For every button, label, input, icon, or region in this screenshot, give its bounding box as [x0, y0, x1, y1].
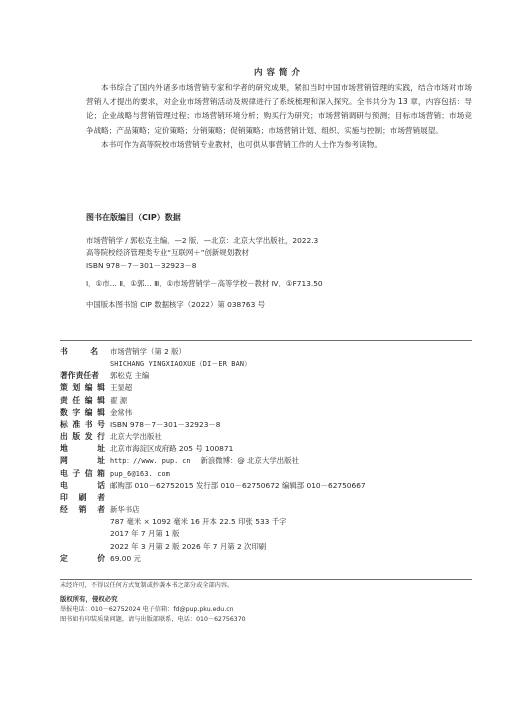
row-phone [60, 480, 480, 492]
divider-bottom [60, 579, 472, 580]
book-title: 市场营销学（第 2 版） [110, 347, 186, 356]
row-printer [60, 492, 480, 504]
isbn: ISBN 978－7－301－32923－8 [110, 419, 221, 429]
label-printer: 印 刷 者 [60, 492, 105, 502]
responsible-editor: 翟 源 [110, 395, 128, 405]
copyright-table [60, 346, 480, 565]
phone: 邮购部 010－62752015 发行部 010－62750672 编辑部 010－62750667 [110, 480, 366, 490]
cip-series-line: 高等院校经济管理类专业“互联网＋”创新规划教材 [86, 248, 249, 258]
label-responsible-editor: 责 任 编 辑 [60, 395, 105, 405]
cip-bibliographic-line: 市场营销学 / 郭松克主编．—2 版．—北京：北京大学出版社，2022.3 [86, 236, 319, 245]
row-publisher [60, 431, 480, 443]
label-phone: 电 话 [60, 480, 105, 490]
first-edition: 2017 年 7 月第 1 版 [110, 529, 180, 539]
label-distributor: 经 销 者 [60, 505, 105, 515]
summary-paragraph: 本书可作为高等院校市场营销专业教材，也可供从事营销工作的人士作为参考读物。 [101, 139, 382, 149]
website-line [108, 455, 299, 467]
price: 69.00 元 [110, 553, 141, 563]
row-edition1 [60, 528, 480, 540]
rights-reserved: 版权所有，侵权必究 [60, 595, 118, 604]
book-title-pinyin: SHICHANG YINGXIAOXUE（DI－ER BAN） [110, 360, 252, 369]
label-isbn: 标 准 书 号 [60, 419, 105, 429]
summary-title: 内容简介 [253, 68, 304, 78]
content-summary [86, 66, 472, 152]
publisher: 北京大学出版社 [110, 432, 162, 442]
distributor: 新华书店 [110, 505, 140, 515]
printer [108, 492, 110, 504]
website-link[interactable]: http：//www. pup. cn [110, 457, 191, 466]
row-book-title [60, 346, 480, 358]
row-address [60, 443, 480, 455]
label-digital-editor: 数 字 编 辑 [60, 407, 105, 417]
label-planning-editor: 策 划 编 辑 [60, 383, 105, 393]
label-publisher: 出 版 发 行 [60, 432, 105, 442]
quality-contact: 图书如有印装质量问题，请与出版部联系，电话：010－62756370 [60, 616, 246, 624]
reproduction-notice: 未经许可，不得以任何方式复制或抄袭本书之部分或全部内容。 [60, 582, 234, 589]
row-email [60, 468, 480, 480]
row-website [60, 455, 480, 467]
weibo: 新浪微博：@ 北京大学出版社 [200, 456, 299, 466]
divider-top [60, 340, 472, 341]
summary-paragraph: 本书综合了国内外诸多市场营销专家和学者的研究成果，紧扣当时中国市场营销管理的实践，结合市场对市场营销人才提出的要求，对企业市场营销活动及规律进行了系统梳理和深入探究。全书共分为 13 章，内容包括：导论；企业战略与营销管理过程；市场营销环境分析；购买行为研究；市场营销调研与预测；目标市场营销；市场竞争战略；产品策略；定价策略；分销策略；促销策略；市场营销计划、组织、实施与控制；市场营销展望。 [86, 83, 472, 135]
cip-classification-line: Ⅰ．①市… Ⅱ．①郭… Ⅲ．①市场营销学－高等学校－教材 Ⅳ．①F713.50 [86, 279, 323, 289]
cip-serial-line: 中国版本图书馆 CIP 数据核字（2022）第 038763 号 [86, 299, 266, 309]
row-author [60, 370, 480, 382]
address: 北京市海淀区成府路 205 号 100871 [110, 444, 234, 454]
cip-heading: 图书在版编目（CIP）数据 [86, 213, 181, 222]
report-contact: 举报电话：010－62752024 电子信箱：fd@pup.pku.edu.cn [60, 605, 234, 613]
footer-notice [60, 581, 480, 626]
planning-editor: 王显超 [110, 383, 133, 393]
row-responsible-editor [60, 395, 480, 407]
format-spec: 787 毫米 × 1092 毫米 16 开本 22.5 印张 533 千字 [110, 517, 287, 527]
digital-editor: 金常伟 [110, 407, 133, 417]
label-address: 地 址 [60, 444, 105, 454]
label-website: 网 址 [60, 456, 105, 466]
row-format [60, 516, 480, 528]
label-book-title: 书 名 [60, 347, 98, 356]
row-distributor [60, 504, 480, 516]
row-planning-editor [60, 382, 480, 394]
cip-block [86, 212, 476, 311]
email[interactable]: pup_6@163. com [110, 469, 171, 478]
cip-isbn-line: ISBN 978－7－301－32923－8 [86, 260, 197, 270]
row-edition2 [60, 541, 480, 553]
label-author: 著作责任者 [60, 371, 99, 381]
label-price: 定 价 [60, 553, 105, 563]
label-email: 电 子 信 箱 [60, 468, 105, 478]
author: 郭松克 主编 [110, 371, 150, 381]
row-digital-editor [60, 407, 480, 419]
second-edition: 2022 年 3 月第 2 版 2026 年 7 月第 2 次印刷 [110, 541, 267, 551]
row-book-pinyin [60, 358, 480, 370]
row-price [60, 553, 480, 565]
row-isbn [60, 419, 480, 431]
